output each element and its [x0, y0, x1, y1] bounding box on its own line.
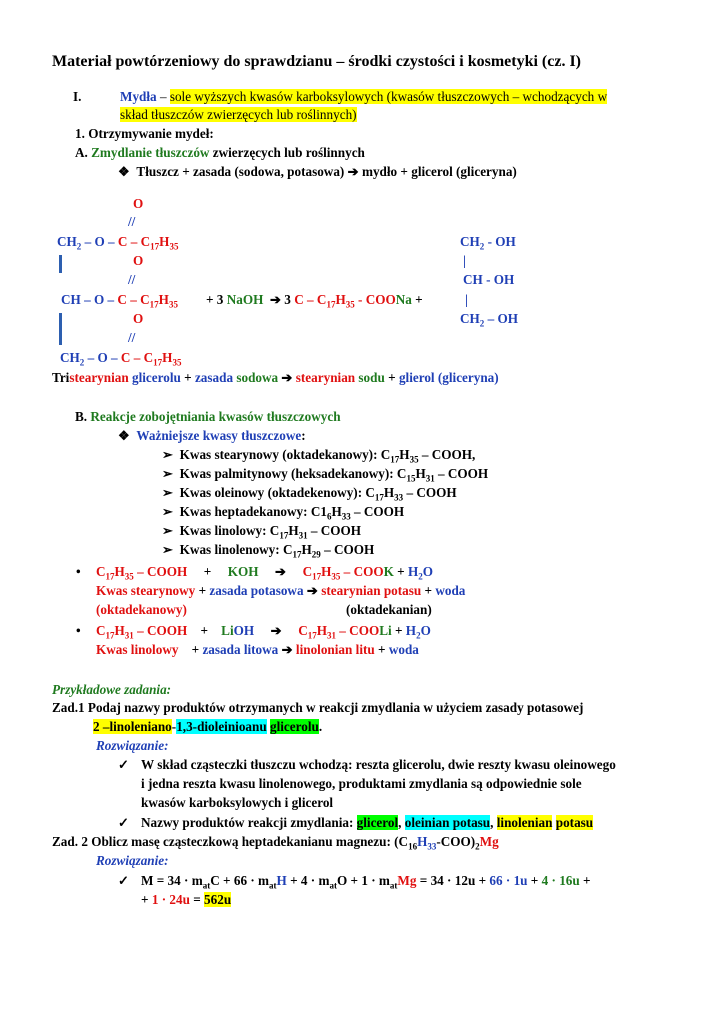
bullet-dot-icon: •: [76, 564, 81, 579]
examples-heading: Przykładowe zadania:: [52, 682, 172, 697]
heading-otrzymywanie: 1. Otrzymywanie mydeł:: [75, 126, 214, 141]
reaction-general: ❖ Tłuszcz + zasada (sodowa, potasowa) ➔ mydło + glicerol (gliceryna): [118, 164, 517, 179]
reaction-koh: $C_{17}H_{35}$ – COOH + KOH ➔ $C_{17}H_{35}$ – COOK + $H_2O$: [96, 564, 434, 582]
bond-line-2: [59, 313, 62, 345]
double-bond-2: //: [128, 272, 136, 287]
definition-text-1: sole wyższych kwasów karboksylowych (kwasów tłuszczowych – wchodzących w: [169, 89, 608, 104]
term-mydla: Mydła: [120, 89, 157, 104]
heading-zmydlanie: A. Zmydlanie tłuszczów zwierzęcych lub roślinnych: [75, 145, 365, 160]
result-value: 562u: [204, 892, 232, 907]
heading-zobojetnianie: B. Reakcje zobojętniania kwasów tłuszczowych: [75, 409, 341, 424]
definition-text-2: skład tłuszczów zwierzęcych lub roślinnych): [120, 107, 357, 122]
acid-item: ➢ Kwas oleinowy (oktadekenowy): $C_{17}H_{33}$ – COOH: [162, 485, 457, 503]
struct-row-1: $CH_2$ – O – C – $C_{17}H_{35}$: [57, 234, 179, 252]
arrow-bullet-icon: ➢: [162, 485, 174, 500]
double-bond-1: //: [128, 214, 136, 229]
task-1-compound: 2 –linoleniano-1,3-dioleinioanu glicerolu.: [93, 719, 323, 734]
diamond-bullet-icon: ❖: [118, 428, 130, 443]
important-acids-heading: ❖ Ważniejsze kwasy tłuszczowe:: [118, 428, 306, 443]
oxygen-3: O: [133, 311, 144, 326]
oxygen-1: O: [133, 196, 144, 211]
solution-label: Rozwiązanie:: [96, 738, 169, 753]
check-icon: ✓: [118, 815, 130, 830]
acid-item: ➢ Kwas stearynowy (oktadekanowy): $C_{17}H_{35}$ – COOH,: [162, 447, 476, 465]
bullet-dot-icon: •: [76, 623, 81, 638]
acid-systematic-name: (oktadekanowy): [96, 602, 187, 617]
glycerol-bond-1: |: [463, 253, 466, 268]
solution-products: Nazwy produktów reakcji zmydlania: glicerol, oleinian potasu, linolenian potasu: [141, 815, 594, 830]
glycerol-bond-2: |: [465, 292, 468, 307]
task-1: Zad.1 Podaj nazwy produktów otrzymanych w reakcji zmydlania w użyciem zasady potasowej: [52, 700, 584, 715]
mass-calculation-2: + 1 · 24u = 562u: [141, 892, 232, 907]
check-icon: ✓: [118, 873, 130, 888]
solution-label: Rozwiązanie:: [96, 853, 169, 868]
solution-text-2: i jedna reszta kwasu linolenowego, produktami zmydlania są odpowiednie sole: [141, 776, 582, 791]
check-icon: ✓: [118, 757, 130, 772]
arrow-bullet-icon: ➢: [162, 523, 174, 538]
solution-text-3: kwasów karboksylowych i glicerol: [141, 795, 334, 810]
solution-text-1: W skład cząsteczki tłuszczu wchodzą: reszta glicerolu, dwie reszty kwasu oleinowego: [141, 757, 616, 772]
acid-item: ➢ Kwas heptadekanowy: $C1_6H_{33}$ – COOH: [162, 504, 405, 522]
arrow-bullet-icon: ➢: [162, 466, 174, 481]
task-2: Zad. 2 Oblicz masę cząsteczkową heptadekanianu magnezu: $(C_{16}H_{33}-COO)_2Mg$: [52, 834, 499, 852]
definition-line-1: Mydła – sole wyższych kwasów karboksylowych (kwasów tłuszczowych – wchodzących w: [120, 89, 608, 104]
arrow-bullet-icon: ➢: [162, 542, 174, 557]
reaction-lioh-words: Kwas linolowy + zasada litowa ➔ linolonian litu + woda: [96, 642, 419, 657]
section-number: I.: [73, 89, 82, 104]
struct-row-2: CH – O – C – $C_{17}H_{35}$: [61, 292, 178, 310]
acid-item: ➢ Kwas palmitynowy (heksadekanowy): $C_{15}H_{31}$ – COOH: [162, 466, 489, 484]
arrow-bullet-icon: ➢: [162, 504, 174, 519]
reaction-lioh: $C_{17}H_{31}$ – COOH + LiOH ➔ $C_{17}H_{31}$ – COOLi + $H_2O$: [96, 623, 431, 641]
salt-systematic-name: (oktadekanian): [346, 602, 432, 617]
double-bond-3: //: [128, 330, 136, 345]
arrow-bullet-icon: ➢: [162, 447, 174, 462]
definition-line-2: [120, 107, 357, 123]
page-title: Materiał powtórzeniowy do sprawdzianu – środki czystości i kosmetyki (cz. I): [52, 53, 581, 70]
reaction-legend: Tristearynian glicerolu + zasada sodowa ➔ stearynian sodu + glierol (gliceryna): [52, 370, 499, 385]
acid-item: ➢ Kwas linolenowy: $C_{17}H_{29}$ – COOH: [162, 542, 375, 560]
oxygen-2: O: [133, 253, 144, 268]
bond-line-1: [59, 255, 62, 273]
reaction-koh-words: Kwas stearynowy + zasada potasowa ➔ stearynian potasu + woda: [96, 583, 466, 598]
struct-row-3: $CH_2$ – O – C – $C_{17}H_{35}$: [60, 350, 182, 368]
glycerol-row-1: $CH_2$ - OH: [460, 234, 516, 252]
glycerol-row-2: CH - OH: [463, 272, 515, 287]
acid-item: ➢ Kwas linolowy: $C_{17}H_{31}$ – COOH: [162, 523, 362, 541]
diamond-bullet-icon: ❖: [118, 164, 130, 179]
reaction-naoh: + 3 NaOH ➔ 3 C – $C_{17}H_{35}$ - COONa +: [206, 292, 423, 310]
glycerol-row-3: $CH_2$ – OH: [460, 311, 518, 329]
mass-calculation-1: $M = 34 \cdot m_{at}C + 66 \cdot m_{at}H + 4 \cdot m_{at}O + 1 \cdot m_{at}Mg = 34 \cdot 12u + 66 \cdot 1u + 4 \cdot 16u$ +: [141, 873, 591, 891]
